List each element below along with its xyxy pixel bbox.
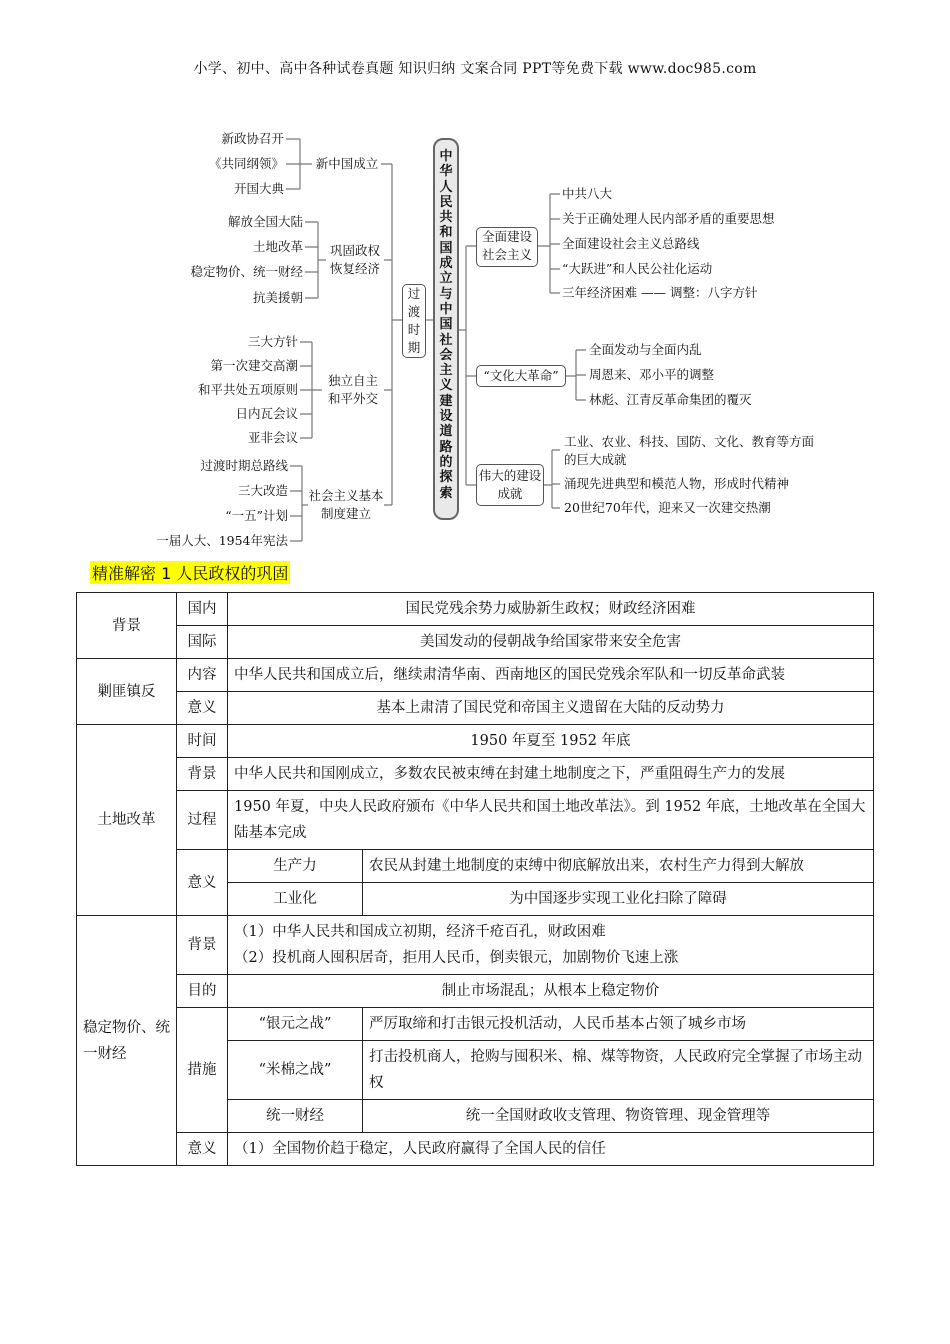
map-item: 三大改造: [237, 483, 288, 498]
sub-sub-header: 工业化: [228, 883, 363, 916]
map-item: 全面建设社会主义总路线: [562, 236, 700, 251]
map-item: 过渡时期总路线: [200, 458, 288, 473]
map-group-label: 独立自主和平外交: [327, 373, 378, 406]
map-item: 涌现先进典型和模范人物，形成时代精神: [564, 476, 790, 491]
sub-header: 时间: [177, 725, 228, 758]
table-line: （2）投机商人囤积居奇，拒用人民币，倒卖银元，加剧物价飞速上涨: [234, 950, 679, 966]
sub-header: 目的: [177, 975, 228, 1008]
mind-map-connectors: [0, 0, 950, 560]
sub-header: 措施: [177, 1008, 228, 1133]
sub-header: 背景: [177, 758, 228, 791]
table-cell: 1950 年夏，中央人民政府颁布《中华人民共和国土地改革法》。到 1952 年底，土地改革在全国大陆基本完成: [228, 791, 874, 850]
map-group-label: 社会主义基本制度建立: [308, 488, 384, 521]
sub-header: 意义: [177, 1133, 228, 1166]
page-header: 小学、初中、高中各种试卷真题 知识归纳 文案合同 PPT等免费下载 www.doc985.com: [193, 61, 757, 77]
table-row: [77, 850, 874, 883]
map-item: 开国大典: [233, 181, 284, 196]
sub-sub-header: 统一财经: [228, 1100, 363, 1133]
map-item: 20世纪70年代，迎来又一次建交热潮: [564, 500, 771, 515]
map-item: 和平共处五项原则: [197, 382, 298, 397]
table-cell: （1）全国物价趋于稳定，人民政府赢得了全国人民的信任: [228, 1133, 874, 1166]
sub-sub-header: “米棉之战”: [228, 1041, 363, 1100]
map-item: 三大方针: [247, 334, 298, 349]
map-item: 全面发动与全面内乱: [589, 342, 702, 357]
sub-header: 背景: [177, 916, 228, 975]
map-item: 周恩来、邓小平的调整: [589, 367, 715, 382]
table-row: [77, 975, 874, 1008]
table-row: [77, 758, 874, 791]
table-line: （1）中华人民共和国成立初期，经济千疮百孔，财政困难: [234, 924, 606, 940]
mind-map: [0, 0, 950, 560]
sub-header: 过程: [177, 791, 228, 850]
table-row: [77, 626, 874, 659]
table-cell: 美国发动的侵朝战争给国家带来安全危害: [228, 626, 874, 659]
table-row: [77, 791, 874, 850]
sub-header: 意义: [177, 850, 228, 916]
map-item: 亚非会议: [247, 430, 298, 445]
table-cell: [228, 916, 874, 975]
sub-header: 意义: [177, 692, 228, 725]
table-row: [77, 692, 874, 725]
map-item: 工业、农业、科技、国防、文化、教育等方面的巨大成就: [564, 434, 815, 467]
map-item: 关于正确处理人民内部矛盾的重要思想: [562, 211, 775, 226]
central-topic: 中华人民共和国成立与中国社会主义建设道路的探索: [433, 138, 459, 520]
sub-sub-header: 生产力: [228, 850, 363, 883]
table-row: [77, 593, 874, 626]
table-row: [77, 916, 874, 975]
map-item: 抗美援朝: [252, 290, 303, 305]
sub-header: 国内: [177, 593, 228, 626]
table-row: [77, 1133, 874, 1166]
map-group-label: 新中国成立: [315, 156, 379, 171]
table-cell: 中华人民共和国成立后，继续肃清华南、西南地区的国民党残余军队和一切反革命武装: [228, 659, 874, 692]
table-cell: 基本上肃清了国民党和帝国主义遗留在大陆的反动势力: [228, 692, 874, 725]
map-item: 日内瓦会议: [235, 406, 298, 421]
table-cell: 打击投机商人，抢购与囤积米、棉、煤等物资，人民政府完全掌握了市场主动权: [363, 1041, 874, 1100]
map-group-box: 伟大的建设成就: [476, 464, 544, 506]
map-group-label: 巩固政权恢复经济: [329, 243, 380, 276]
map-group-box: “文化大革命”: [476, 365, 566, 387]
sub-header: 国际: [177, 626, 228, 659]
table-row: [77, 725, 874, 758]
map-item: 林彪、江青反革命集团的覆灭: [589, 392, 752, 407]
map-item: “大跃进”和人民公社化运动: [562, 261, 713, 276]
map-item: 解放全国大陆: [227, 214, 303, 229]
table-cell: 农民从封建土地制度的束缚中彻底解放出来，农村生产力得到大解放: [363, 850, 874, 883]
row-header: 土地改革: [77, 725, 177, 916]
table-cell: 统一全国财政收支管理、物资管理、现金管理等: [363, 1100, 874, 1133]
table-cell: 1950 年夏至 1952 年底: [228, 725, 874, 758]
map-item: 稳定物价、统一财经: [190, 264, 303, 279]
sub-header: 内容: [177, 659, 228, 692]
table-cell: 中华人民共和国刚成立，多数农民被束缚在封建土地制度之下，严重阻碍生产力的发展: [228, 758, 874, 791]
table-cell: 严厉取缔和打击银元投机活动，人民币基本占领了城乡市场: [363, 1008, 874, 1041]
table-row: [77, 659, 874, 692]
section-title: 精准解密 1 人民政权的巩固: [90, 561, 290, 584]
map-item: 土地改革: [252, 239, 303, 254]
table-cell: 制止市场混乱；从根本上稳定物价: [228, 975, 874, 1008]
map-item: 三年经济困难 —— 调整：八字方针: [562, 285, 758, 300]
map-item: 一届人大、1954年宪法: [156, 533, 288, 548]
table-row: [77, 1008, 874, 1041]
content-table: [76, 592, 874, 1166]
table-cell: 国民党残余势力威胁新生政权；财政经济困难: [228, 593, 874, 626]
sub-sub-header: “银元之战”: [228, 1008, 363, 1041]
table-cell: 为中国逐步实现工业化扫除了障碍: [363, 883, 874, 916]
map-item: 新政协召开: [221, 131, 284, 146]
map-item: 《共同纲领》: [208, 156, 284, 171]
map-item: 中共八大: [562, 186, 613, 201]
map-item: 第一次建交高潮: [210, 358, 298, 373]
transition-period-box: 过渡时期: [402, 284, 426, 358]
row-header: 剿匪镇反: [77, 659, 177, 725]
map-group-box: 全面建设社会主义: [476, 227, 538, 267]
row-header: 稳定物价、统一财经: [77, 916, 177, 1166]
map-item: “一五”计划: [225, 508, 288, 523]
row-header: 背景: [77, 593, 177, 659]
